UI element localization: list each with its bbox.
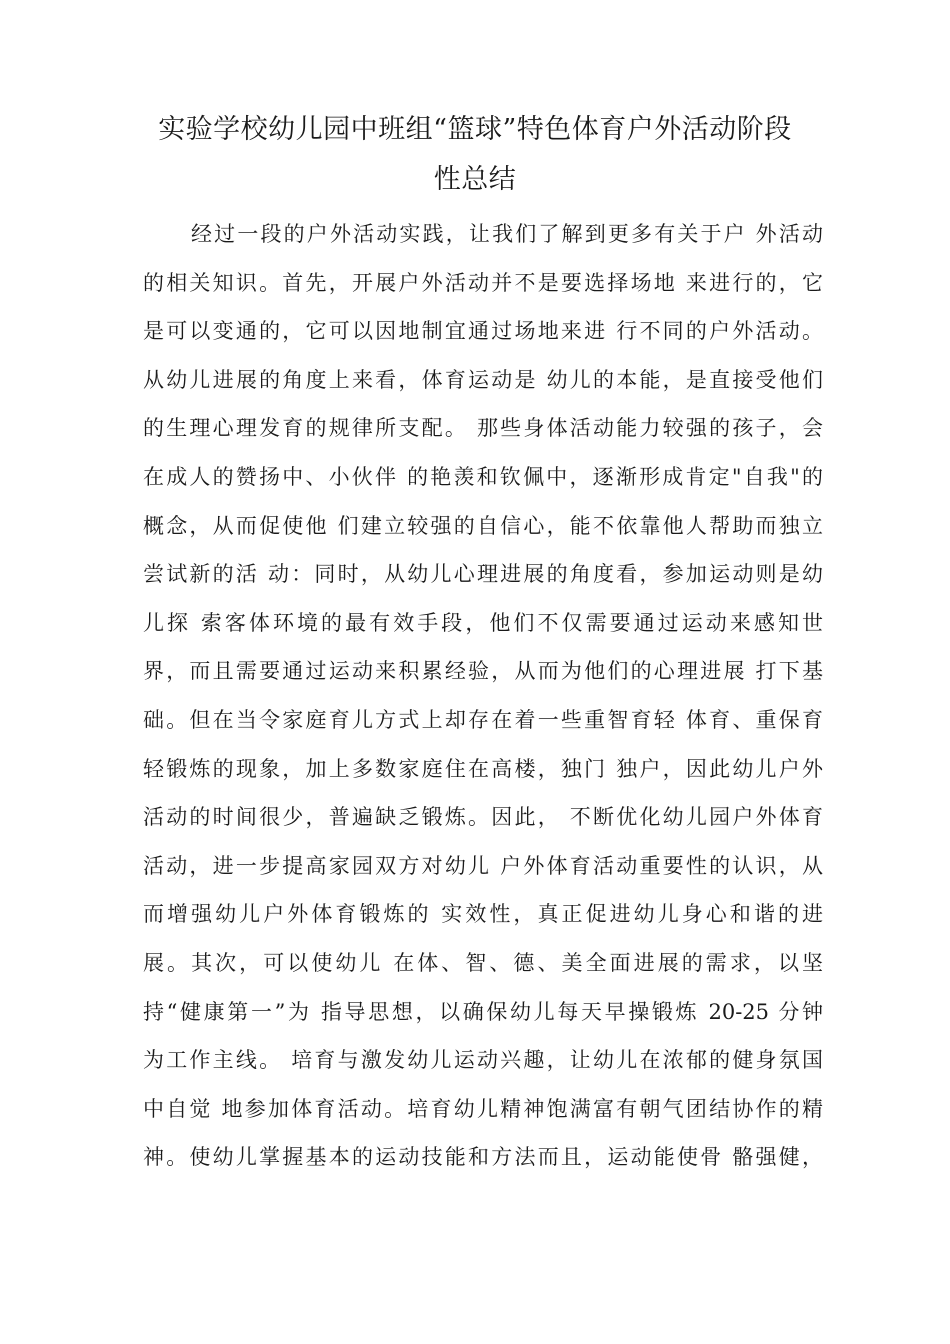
body-paragraph (143, 216, 823, 1188)
paragraph-line: 轻锻炼的现象，加上多数家庭住在高楼，独门 独户，因此幼儿户外 (143, 756, 823, 781)
paragraph-line: 展。其次，可以使幼儿 在体、智、德、美全面进展的需求，以坚 (143, 950, 823, 975)
paragraph-line: 是可以变通的，它可以因地制宜通过场地来进 行不同的户外活动。 (143, 319, 823, 344)
document-title-line-1: 实验学校幼儿园中班组“篮球”特色体育户外活动阶段 (158, 114, 792, 145)
document-title-line-2: 性总结 (433, 164, 517, 195)
paragraph-line: 而增强幼儿户外体育锻炼的 实效性，真正促进幼儿身心和谐的进 (143, 902, 823, 927)
paragraph-line: 持“健康第一”为 指导思想，以确保幼儿每天早操锻炼 20-25 分钟 (143, 999, 823, 1024)
paragraph-line: 为工作主线。 培育与激发幼儿运动兴趣，让幼儿在浓郁的健身氛国 (143, 1048, 823, 1073)
paragraph-line: 概念，从而促使他 们建立较强的自信心，能不依靠他人帮助而独立 (143, 513, 823, 538)
paragraph-line: 界，而且需要通过运动来积累经验，从而为他们的心理进展 打下基 (143, 659, 823, 684)
paragraph-line: 础。但在当令家庭育儿方式上却存在着一些重智育轻 体育、重保育 (143, 707, 823, 732)
paragraph-line: 经过一段的户外活动实践，让我们了解到更多有关于户 外活动 (191, 222, 823, 246)
paragraph-line: 的生理心理发育的规律所支配。 那些身体活动能力较强的孩子，会 (143, 416, 823, 441)
paragraph-line: 活动的时间很少，普遍缺乏锻炼。因此， 不断优化幼儿园户外体育 (143, 805, 823, 830)
paragraph-line: 在成人的赞扬中、小伙伴 的艳羡和钦佩中，逐渐形成肯定"自我"的 (143, 464, 823, 489)
paragraph-line: 中自觉 地参加体育活动。培育幼儿精神饱满富有朝气团结协作的精 (143, 1096, 823, 1121)
paragraph-line: 尝试新的活 动：同时，从幼儿心理进展的角度看，参加运动则是幼 (143, 562, 823, 587)
paragraph-line: 神。使幼儿掌握基本的运动技能和方法而且，运动能使骨 骼强健， (143, 1145, 823, 1170)
paragraph-line: 儿探 索客体环境的最有效手段，他们不仅需要通过运动来感知世 (143, 610, 823, 635)
paragraph-line: 活动，进一步提高家园双方对幼儿 户外体育活动重要性的认识，从 (143, 853, 823, 878)
paragraph-line: 从幼儿进展的角度上来看，体育运动是 幼儿的本能，是直接受他们 (143, 367, 823, 392)
paragraph-line: 的相关知识。首先，开展户外活动并不是要选择场地 来进行的，它 (143, 270, 823, 295)
